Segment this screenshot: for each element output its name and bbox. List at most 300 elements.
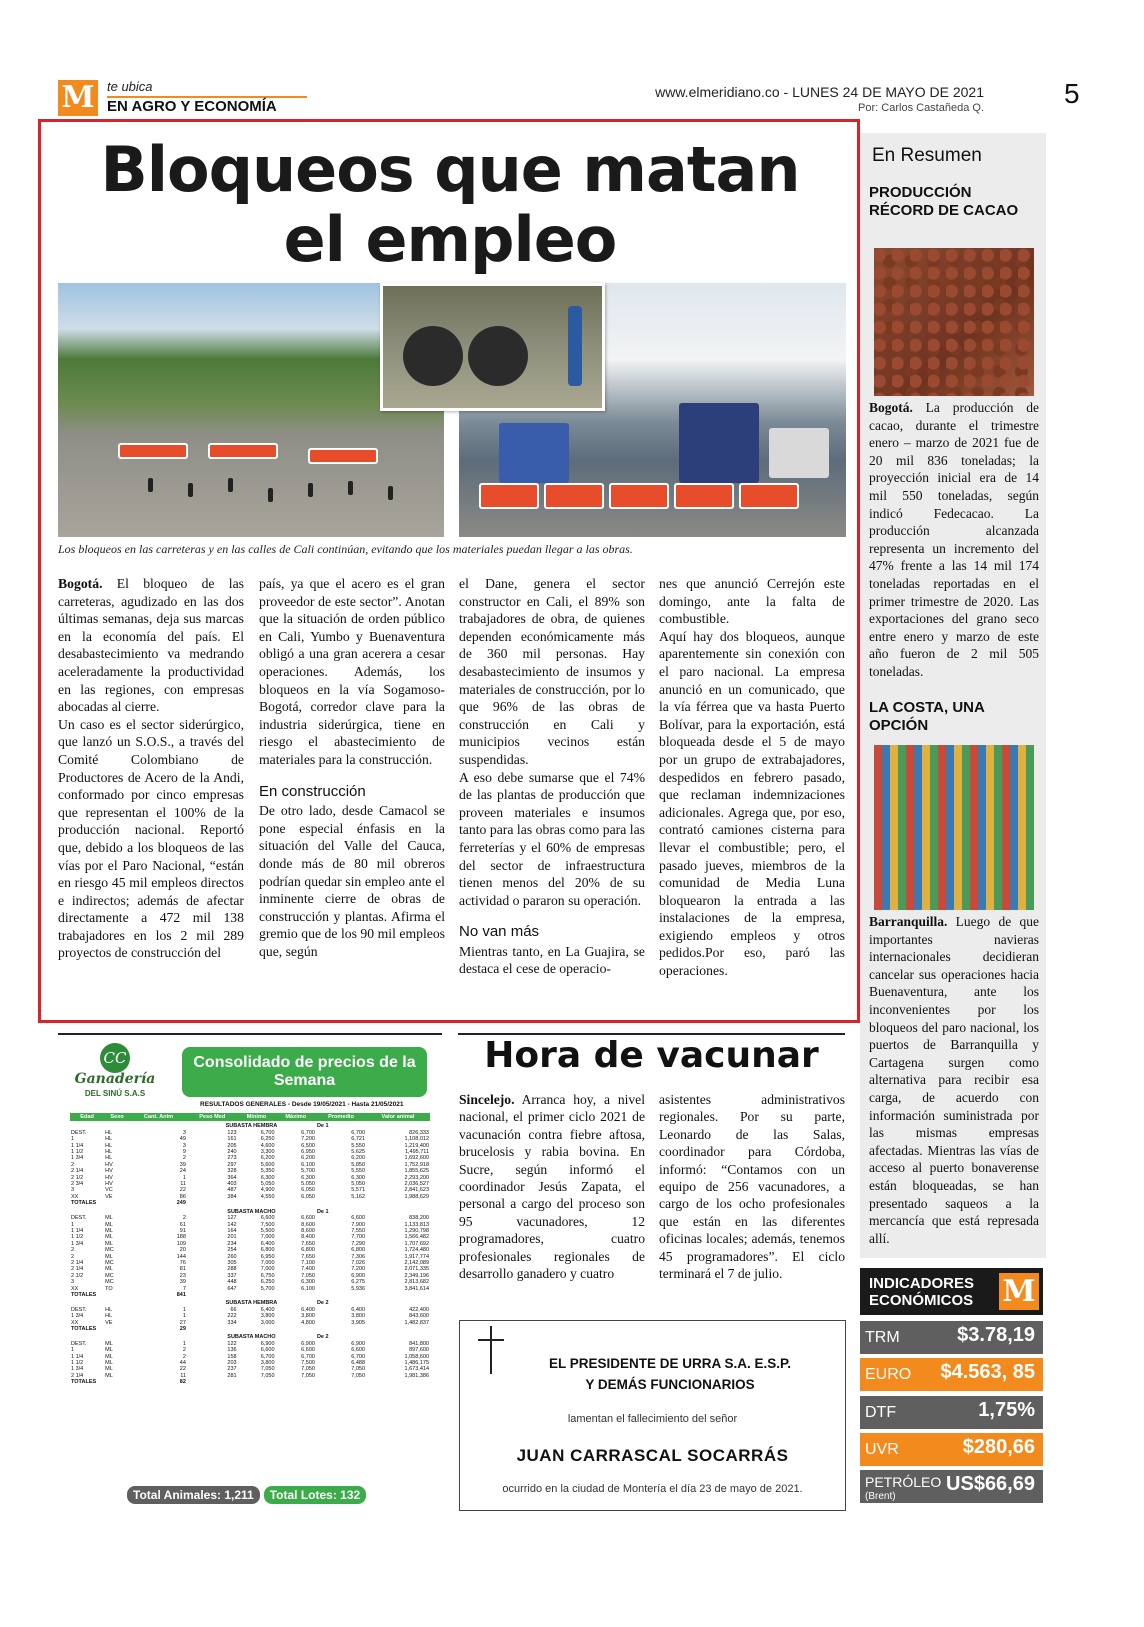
table-cell: 234 [227,1240,237,1247]
table-cell: 826,333 [409,1129,429,1136]
table-cell: 142 [227,1221,237,1228]
table-cell: 7,050 [301,1372,315,1379]
table-cell: 161 [227,1136,237,1143]
table-cell: 3,000 [260,1319,275,1326]
table-cell: 4,600 [260,1142,275,1149]
table-cell: 7,650 [301,1240,315,1247]
table-cell: 9 [182,1149,186,1156]
table-cell: 7,000 [260,1259,275,1266]
table-cell: 6,900 [351,1272,365,1279]
table-cell: 7,000 [260,1234,275,1241]
cross-icon-bar [478,1339,504,1341]
table-cell: HV [105,1181,113,1188]
section-row [70,1121,430,1129]
section-day: De 2 [316,1334,329,1341]
table-cell: 1,988,629 [404,1193,429,1200]
totals-label: TOTALES [71,1326,97,1332]
table-cell: 205 [227,1142,237,1149]
table-cell: 448 [227,1279,237,1286]
table-cell: 403 [227,1181,237,1188]
subheading-no-van-mas: No van más [459,923,540,941]
totals-bar [127,1486,366,1504]
totals-value: 841 [176,1291,186,1298]
totals-label: TOTALES [71,1379,97,1386]
table-cell: 6,600 [301,1347,315,1354]
table-cell: 6,900 [260,1340,275,1347]
table-cell: 81 [179,1266,186,1273]
table-cell: 6,400 [260,1306,275,1313]
table-cell: 838,200 [409,1215,429,1222]
table-cell: 22 [179,1187,186,1194]
table-cell: 5,050 [260,1181,275,1188]
column-header: Cant. Anim [130,1113,187,1121]
table-cell: 5,550 [351,1168,365,1175]
table-cell: 66 [230,1306,237,1313]
table-cell: 123 [227,1129,237,1136]
table-cell: 6,300 [260,1174,275,1181]
section-title: SUBASTA HEMBRA [225,1300,278,1307]
table-cell: 6,275 [351,1279,365,1286]
table-cell: 86 [179,1193,186,1200]
table-cell: 1 [71,1347,75,1354]
table-cell: 2 1/4 [71,1168,84,1175]
table-cell: 843,600 [409,1313,429,1320]
table-cell: 1 1/2 [71,1360,84,1367]
table-cell: 3,800 [351,1313,365,1320]
column-header: Sexo [104,1113,130,1121]
table-cell: 27 [179,1319,186,1326]
table-cell: ML [105,1366,113,1373]
section-row [70,1298,430,1306]
table-cell: 76 [179,1259,186,1266]
table-cell: ML [105,1340,113,1347]
table-cell: 6,600 [351,1215,365,1222]
table-cell: HL [105,1129,113,1136]
table-cell: XX [71,1193,79,1200]
table-cell: 1 [182,1306,186,1313]
table-cell: 136 [227,1347,237,1354]
table-cell: HL [105,1306,113,1313]
table-cell: 6,050 [301,1193,315,1200]
cross-icon [490,1326,492,1374]
table-cell: 49 [179,1136,186,1143]
table-cell: ML [105,1240,113,1247]
table-cell: 2 1/2 [71,1174,84,1181]
table-cell: 6,800 [351,1247,365,1254]
table-cell: 6,300 [301,1174,315,1181]
table-cell: 1,566,482 [404,1234,429,1241]
table-cell: 6,700 [301,1129,315,1136]
table-cell: DEST. [71,1340,87,1347]
table-cell: 2 [182,1347,186,1354]
column-header: Máximo [276,1113,316,1121]
table-cell: ML [105,1253,113,1260]
table-cell: 7,306 [351,1253,365,1260]
totals-row [70,1379,430,1385]
table-cell: 8,400 [301,1234,315,1241]
vaccine-column-1: Sincelejo. Arranca hoy, a nivel nacional, el primer ciclo 2021 de vacunación contra fiebre aftosa, brucelosis y rabia bovina. En Sucre, según informó el coordinador Jesús Zapata, el personal a cargo del proceso son 95 vacunadores, 12 programadores, cuatro profesionales regionales de desarrollo ganadero y cuatro [459,1092,645,1282]
table-cell: 6,700 [351,1129,365,1136]
table-cell: DEST. [71,1306,87,1313]
table-cell: 1 1/2 [71,1234,84,1241]
table-cell: XX [71,1319,79,1326]
table-cell: 144 [176,1253,186,1260]
table-cell: 3 [71,1187,75,1194]
table-cell: 1,855,625 [404,1168,429,1175]
table-cell: 7,550 [351,1227,365,1234]
table-cell: 4,550 [260,1193,275,1200]
table-cell: 1,917,774 [404,1253,429,1260]
table-cell: 91 [179,1227,186,1234]
table-cell: 1 3/4 [71,1240,84,1247]
results-date-range: RESULTADOS GENERALES - Desde 19/05/2021 - Hasta 21/05/2021 [200,1101,404,1108]
table-cell: 203 [227,1360,237,1367]
table-cell: 384 [227,1193,237,1200]
table-cell: 2 [182,1215,186,1222]
article-column-2: país, ya que el acero es el gran proveedor de este sector”. Anotan que la situación de orden público en Cali, Yumbo y Buenaventura obligó a una gran acerera a cesar operaciones. Además, los bloqueos en la vía Sogamoso-Bogotá, corredor clave para la industria siderúrgica, tiene en riesgo el abastecimiento de materiales para la construcción. En construcción De otro lado, desde Camacol se pone especial énfasis en la situación del Valle del Cauca, donde más de 80 mil obreros podrían quedar sin empleo ante el inminente cierre de obras de construcción y plantas. Afirma el gremio que de los 90 mil empleos que, según [259,576,445,959]
table-cell: 6,200 [351,1155,365,1162]
table-cell: 1 1/4 [71,1227,84,1234]
table-cell: 328 [227,1168,237,1175]
table-cell: 1,495,711 [404,1149,429,1156]
table-cell: 7,700 [351,1234,365,1241]
table-cell: 6,950 [301,1149,315,1156]
table-cell: 6,500 [301,1142,315,1149]
table-cell: 5,350 [260,1168,275,1175]
table-cell: 7,500 [260,1221,275,1228]
table-cell: 6,900 [351,1340,365,1347]
table-cell: 6,950 [260,1253,275,1260]
price-table-header [70,1113,430,1121]
table-cell: 7,290 [351,1240,365,1247]
table-cell: 6,050 [301,1187,315,1194]
table-cell: HL [105,1149,113,1156]
table-cell: 2,142,089 [404,1259,429,1266]
date-line: www.elmeridiano.co - LUNES 24 DE MAYO DE 2021 [655,84,984,100]
table-cell: 23 [179,1272,186,1279]
table-cell: 6,900 [301,1340,315,1347]
table-cell: 122 [227,1340,237,1347]
table-cell: 6,400 [260,1240,275,1247]
table-cell: 1 [71,1221,75,1228]
table-cell: ML [105,1234,113,1241]
column-header: Edad [70,1113,104,1121]
table-cell: HL [105,1313,113,1320]
table-cell: 2,813,682 [404,1279,429,1286]
section-day: De 1 [316,1208,329,1215]
section-day: De 1 [316,1123,329,1130]
table-cell: ML [105,1266,113,1273]
table-cell: 158 [227,1353,237,1360]
table-cell: 6,488 [351,1360,365,1367]
table-cell: 5,850 [351,1161,365,1168]
totals-value: 29 [179,1326,186,1332]
table-cell: HL [105,1155,113,1162]
table-cell: MC [105,1259,114,1266]
resumen-item1-title: PRODUCCIÓN RÉCORD DE CACAO [869,184,1019,219]
indicators-header [860,1268,1043,1315]
table-cell: 1,482,837 [404,1319,429,1326]
price-section-divider [58,1033,442,1035]
table-cell: 3,800 [301,1313,315,1320]
table-cell: 1,707,692 [404,1240,429,1247]
section-row [70,1207,430,1215]
table-cell: 2,036,527 [404,1181,429,1188]
table-cell: 127 [227,1215,237,1222]
table-cell: 6,800 [301,1247,315,1254]
table-cell: 20 [179,1247,186,1254]
table-cell: 237 [227,1366,237,1373]
ganaderia-logo: CC Ganadería DEL SINÚ S.A.S [74,1043,156,1103]
table-cell: 1 1/4 [71,1353,84,1360]
table-cell: 6,800 [260,1247,275,1254]
table-cell: 337 [227,1272,237,1279]
table-cell: 7,050 [351,1366,365,1373]
table-cell: 5,700 [301,1168,315,1175]
table-cell: VE [105,1193,113,1200]
table-cell: 5,500 [260,1227,275,1234]
truck-driver-inset-photo [380,283,605,411]
table-cell: 39 [179,1279,186,1286]
table-cell: 2 [71,1247,75,1254]
table-cell: 7,400 [301,1266,315,1273]
resumen-item2-title: LA COSTA, UNA OPCIÓN [869,699,985,734]
table-cell: 1,724,480 [404,1247,429,1254]
table-cell: 7,200 [351,1266,365,1273]
table-cell: 487 [227,1187,237,1194]
table-cell: 6,700 [260,1129,275,1136]
table-cell: 24 [179,1168,186,1175]
table-cell: TO [105,1285,113,1292]
indicators-title: INDICADORES ECONÓMICOS [869,1275,975,1309]
table-cell: 6,300 [351,1174,365,1181]
table-cell: 3 [182,1142,186,1149]
table-cell: 240 [227,1149,237,1156]
table-cell: 1,981,386 [404,1372,429,1379]
table-cell: 2,293,200 [404,1174,429,1181]
table-cell: 11 [180,1372,186,1379]
table-cell: 273 [227,1155,237,1162]
cacao-beans-photo [874,248,1034,396]
indicator-uvr: UVR $280,66 [860,1433,1043,1466]
table-cell: 6,750 [260,1272,275,1279]
column-header: Valor animal [366,1113,430,1121]
table-cell: 5,050 [301,1181,315,1188]
table-cell: 11 [180,1181,186,1188]
table-cell: 6,100 [301,1161,315,1168]
table-cell: ML [105,1347,113,1354]
table-cell: 7,650 [301,1253,315,1260]
table-cell: 1 3/4 [71,1313,84,1320]
table-cell: 1,219,400 [404,1142,429,1149]
table-cell: 6,300 [301,1279,315,1286]
table-cell: 22 [179,1366,186,1373]
table-cell: 6,250 [260,1136,275,1143]
obituary-footer: ocurrido en la ciudad de Montería el día 23 de mayo de 2021. [502,1483,803,1495]
table-cell: 6,200 [301,1155,315,1162]
table-cell: 6,700 [301,1353,315,1360]
section-kicker: te ubica [107,79,153,94]
table-cell: 2,349,196 [404,1272,429,1279]
table-cell: 7,900 [351,1221,365,1228]
vaccine-headline: Hora de vacunar [484,1035,819,1076]
table-cell: 254 [227,1247,237,1254]
table-cell: ML [105,1221,113,1228]
table-cell: 1,108,012 [404,1136,429,1143]
table-cell: 364 [227,1174,237,1181]
table-cell: ML [105,1360,113,1367]
meridiano-logo: M [58,80,98,116]
table-cell: 6,721 [351,1136,365,1143]
table-cell: 7,200 [301,1136,315,1143]
price-table [70,1113,430,1386]
article-column-1: Bogotá. El bloqueo de las carreteras, agudizado en las dos últimas semanas, deja sus marcas en la economía del país. El desabastecimiento va medrando aceleradamente la productividad en las regiones, con empresas abocadas al cierre. Un caso es el sector siderúrgico, que lanzó un S.O.S., a través del Comité Colombiano de Productores de Acero de la Andi, conformado por cinco empresas que representan el 100% de la producción nacional. Reportó que, debido a los bloqueos de las vías por el Paro Nacional, “están en riesgo 45 mil empleos directos e indirectos; además de afectar directamente a 472 mil 138 trabajadores en los 2 mil 289 proyectos de construcción del [58,576,244,961]
table-cell: 6,600 [260,1347,275,1354]
table-cell: 841,800 [409,1340,429,1347]
table-cell: 1 1/2 [71,1149,84,1156]
table-cell: 3,800 [260,1360,275,1367]
table-cell: 5,625 [351,1149,365,1156]
table-cell: 8,600 [301,1221,315,1228]
table-cell: ML [105,1372,113,1379]
table-cell: 2 3/4 [71,1181,84,1188]
table-cell: 6,700 [351,1353,365,1360]
table-cell: 5,050 [351,1181,365,1188]
total-animals: Total Animales: 1,211 [127,1486,260,1504]
table-cell: 2,071,335 [404,1266,429,1273]
table-cell: 2 [182,1155,186,1162]
main-headline: Bloqueos que matan el empleo [100,133,800,276]
resumen-item2-text: Barranquilla. Luego de que importantes navieras internacionales decidieran cancelar sus operaciones hacia Buenaventura, ante los inconvenientes por los bloqueos del paro nacional, los puertos de Barranquilla y Cartagena surgen como alternativa para recibir esa carga, de acuerdo con información suministrada por las mismas empresas afectadas. Mientras las vías de acceso al puerto bonaverense están bloqueadas, se han presentado saqueos a la mercancía que está represada allí. [869,914,1039,1246]
table-cell: 61 [179,1221,186,1228]
section-day: De 2 [316,1300,329,1307]
table-cell: 3,800 [260,1313,275,1320]
table-cell: 7,000 [260,1266,275,1273]
table-cell: 3,905 [351,1319,365,1326]
table-cell: MC [105,1247,114,1254]
table-cell: MC [105,1279,114,1286]
table-cell: 2 [71,1161,75,1168]
section-title: SUBASTA MACHO [227,1208,276,1215]
table-cell: 5,162 [351,1193,365,1200]
table-cell: 3 [71,1279,75,1286]
photo-caption: Los bloqueos en las carreteras y en las calles de Cali continúan, evitando que los materiales puedan llegar a las obras. [58,542,633,556]
table-cell: 164 [227,1227,237,1234]
table-cell: 7,050 [260,1366,275,1373]
table-cell: 305 [227,1259,237,1266]
table-cell: ML [105,1215,113,1222]
table-cell: HV [105,1168,113,1175]
indicator-dtf: DTF 1,75% [860,1396,1043,1429]
table-cell: MC [105,1272,114,1279]
table-cell: 1,058,600 [404,1353,429,1360]
table-cell: 647 [227,1285,237,1292]
table-cell: 4,800 [301,1319,315,1326]
subheading-construccion: En construcción [259,782,366,800]
table-cell: 1 [182,1340,186,1347]
indicators-logo: M [999,1273,1039,1310]
table-cell: 4,900 [260,1187,275,1194]
column-header: Promedio [316,1113,366,1121]
table-cell: 3,300 [260,1149,275,1156]
table-cell: 297 [227,1161,237,1168]
table-cell: 7,050 [301,1366,315,1373]
table-cell: 1,673,414 [404,1366,429,1373]
table-cell: ML [105,1227,113,1234]
section-row [70,1332,430,1340]
table-cell: 7 [182,1285,186,1292]
table-cell: 1,290,798 [404,1227,429,1234]
table-cell: 1,752,918 [404,1161,429,1168]
obituary-notice [459,1320,846,1511]
table-cell: 5,600 [260,1161,275,1168]
table-cell: 6,200 [260,1155,275,1162]
table-cell: 109 [176,1240,186,1247]
section-title: SUBASTA MACHO [227,1334,276,1341]
table-cell: 2 1/4 [71,1372,84,1379]
totals-label: TOTALES [71,1200,97,1207]
resumen-title: En Resumen [872,145,982,166]
table-cell: 7,100 [301,1259,315,1266]
table-cell: 2 [182,1353,186,1360]
vaccine-column-2: asistentes administrativos regionales. Por su parte, Leonardo de las Salas, coordinador para Córdoba, informó: “Contamos con un equipo de 256 vacunadores, a cargo de los ocho profesionales que están en las diferentes oficinas locales; además, tenemos 45 programadores”. El ciclo terminará el 7 de julio. [659,1092,845,1282]
table-cell: 281 [227,1372,237,1379]
byline: Por: Carlos Castañeda Q. [858,102,984,114]
table-cell: DEST. [71,1129,87,1136]
table-cell: 7,050 [301,1272,315,1279]
table-cell: 1 3/4 [71,1366,84,1373]
table-cell: HL [105,1142,113,1149]
table-cell: 6,400 [351,1306,365,1313]
column-header: Peso Med [187,1113,238,1121]
indicator-trm: TRM $3.78,19 [860,1321,1043,1354]
table-cell: 3 [182,1129,186,1136]
table-cell: 5,936 [351,1285,365,1292]
table-cell: 288 [227,1266,237,1273]
table-cell: 5,550 [351,1142,365,1149]
table-cell: 1 [71,1136,75,1143]
table-cell: 2 1/2 [71,1272,84,1279]
table-cell: 5,571 [351,1187,365,1194]
indicator-petroleo: PETRÓLEO (Brent) US$66,69 [860,1470,1043,1503]
port-containers-photo [874,745,1034,910]
table-cell: HL [105,1136,113,1143]
page-number: 5 [1064,78,1080,109]
total-lots: Total Lotes: 132 [264,1486,366,1504]
table-cell: 260 [227,1253,237,1260]
table-cell: 1 3/4 [71,1155,84,1162]
table-cell: 6,700 [260,1353,275,1360]
totals-value: 82 [179,1379,186,1386]
table-cell: 2 1/4 [71,1259,84,1266]
table-cell: ML [105,1353,113,1360]
table-cell: 3,841,614 [404,1285,429,1292]
section-title: SUBASTA HEMBRA [225,1123,278,1130]
table-cell: 5,700 [260,1285,275,1292]
table-cell: 39 [179,1161,186,1168]
table-cell: 7,050 [351,1372,365,1379]
totals-label: TOTALES [71,1291,97,1298]
consolidado-title: Consolidado de precios de la Semana [182,1047,427,1097]
table-cell: 2 1/4 [71,1266,84,1273]
table-cell: 1 [182,1313,186,1320]
table-cell: 422,400 [409,1306,429,1313]
table-cell: 1,133,813 [404,1221,429,1228]
table-cell: 8,600 [301,1227,315,1234]
table-cell: VE [105,1319,113,1326]
table-cell: 222 [227,1313,237,1320]
totals-value: 249 [176,1200,186,1207]
